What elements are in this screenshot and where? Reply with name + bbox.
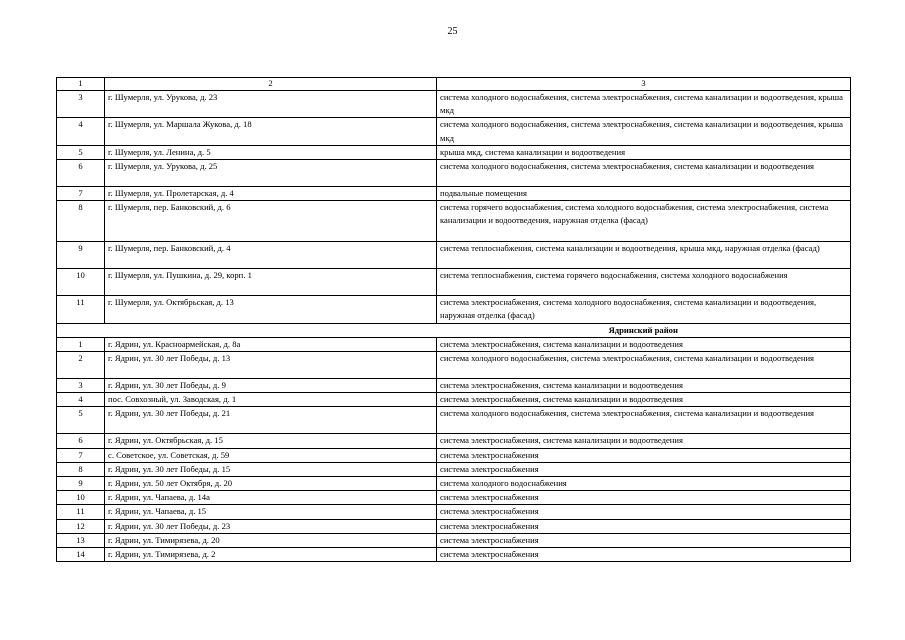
row-works: система холодного водоснабжения, система электроснабжения, система канализации и водоотведения bbox=[437, 352, 851, 379]
header-cell-2: 2 bbox=[105, 78, 437, 91]
row-works: система горячего водоснабжения, система холодного водоснабжения, система электроснабжения, система канализации и водоотведения, наружная отделка (фасад) bbox=[437, 201, 851, 242]
row-address: г. Ядрин, ул. Тимирязева, д. 20 bbox=[105, 533, 437, 547]
row-number: 10 bbox=[57, 269, 105, 296]
section-title: Ядринский район bbox=[437, 323, 851, 337]
row-works: система электроснабжения bbox=[437, 548, 851, 562]
row-address: г. Ядрин, ул. 30 лет Победы, д. 21 bbox=[105, 407, 437, 434]
row-works: система электроснабжения, система канализации и водоотведения bbox=[437, 379, 851, 393]
row-address: г. Ядрин, ул. Чапаева, д. 14а bbox=[105, 491, 437, 505]
table-row bbox=[57, 448, 851, 462]
table-row bbox=[57, 477, 851, 491]
header-cell-3: 3 bbox=[437, 78, 851, 91]
section-empty-cell bbox=[57, 323, 105, 337]
row-number: 5 bbox=[57, 407, 105, 434]
row-number: 11 bbox=[57, 296, 105, 323]
row-works: система электроснабжения bbox=[437, 448, 851, 462]
row-address: г. Шумерля, ул. Ленина, д. 5 bbox=[105, 145, 437, 159]
row-address: г. Ядрин, ул. 30 лет Победы, д. 23 bbox=[105, 519, 437, 533]
row-number: 1 bbox=[57, 337, 105, 351]
table-row bbox=[57, 393, 851, 407]
row-works: система холодного водоснабжения, система электроснабжения, система канализации и водоотведения, крыша мкд bbox=[437, 118, 851, 145]
table-row bbox=[57, 145, 851, 159]
table-row bbox=[57, 201, 851, 242]
table-row bbox=[57, 118, 851, 145]
row-works: система электроснабжения bbox=[437, 462, 851, 476]
row-number: 5 bbox=[57, 145, 105, 159]
row-address: г. Ядрин, ул. 30 лет Победы, д. 13 bbox=[105, 352, 437, 379]
table-row bbox=[57, 533, 851, 547]
row-address: г. Шумерля, ул. Пушкина, д. 29, корп. 1 bbox=[105, 269, 437, 296]
row-address: г. Ядрин, ул. Чапаева, д. 15 bbox=[105, 505, 437, 519]
row-works: система холодного водоснабжения bbox=[437, 477, 851, 491]
row-works: система электроснабжения, система канализации и водоотведения bbox=[437, 337, 851, 351]
row-works: система теплоснабжения, система канализации и водоотведения, крыша мкд, наружная отделка (фасад) bbox=[437, 242, 851, 269]
table-row bbox=[57, 462, 851, 476]
row-number: 7 bbox=[57, 187, 105, 201]
row-address: г. Шумерля, ул. Урукова, д. 25 bbox=[105, 160, 437, 187]
row-number: 4 bbox=[57, 393, 105, 407]
section-row bbox=[57, 323, 851, 337]
row-address: г. Шумерля, пер. Банковский, д. 6 bbox=[105, 201, 437, 242]
row-works: система холодного водоснабжения, система электроснабжения, система канализации и водоотведения, крыша мкд bbox=[437, 91, 851, 118]
row-number: 6 bbox=[57, 434, 105, 448]
table-row bbox=[57, 505, 851, 519]
table-row bbox=[57, 407, 851, 434]
row-number: 7 bbox=[57, 448, 105, 462]
row-works: крыша мкд, система канализации и водоотведения bbox=[437, 145, 851, 159]
row-number: 12 bbox=[57, 519, 105, 533]
table-row bbox=[57, 296, 851, 323]
table-row bbox=[57, 434, 851, 448]
table-row bbox=[57, 548, 851, 562]
row-number: 8 bbox=[57, 201, 105, 242]
row-works: система электроснабжения, система холодного водоснабжения, система канализации и водоотведения, наружная отделка (фасад) bbox=[437, 296, 851, 323]
header-cell-1: 1 bbox=[57, 78, 105, 91]
row-address: с. Советское, ул. Советская, д. 59 bbox=[105, 448, 437, 462]
row-number: 9 bbox=[57, 242, 105, 269]
row-address: г. Шумерля, ул. Урукова, д. 23 bbox=[105, 91, 437, 118]
row-number: 10 bbox=[57, 491, 105, 505]
row-number: 11 bbox=[57, 505, 105, 519]
page-number: 25 bbox=[447, 26, 458, 37]
row-works: система электроснабжения bbox=[437, 519, 851, 533]
row-address: г. Ядрин, ул. Октябрьская, д. 15 bbox=[105, 434, 437, 448]
row-works: система электроснабжения bbox=[437, 533, 851, 547]
row-number: 13 bbox=[57, 533, 105, 547]
row-address: пос. Совхозный, ул. Заводская, д. 1 bbox=[105, 393, 437, 407]
row-number: 8 bbox=[57, 462, 105, 476]
row-address: г. Ядрин, ул. Красноармейская, д. 8а bbox=[105, 337, 437, 351]
table-row bbox=[57, 187, 851, 201]
row-number: 2 bbox=[57, 352, 105, 379]
table-row bbox=[57, 352, 851, 379]
table-row bbox=[57, 519, 851, 533]
row-works: система холодного водоснабжения, система электроснабжения, система канализации и водоотведения bbox=[437, 160, 851, 187]
table-header-row bbox=[57, 78, 851, 91]
row-number: 9 bbox=[57, 477, 105, 491]
row-address: г. Ядрин, ул. 30 лет Победы, д. 15 bbox=[105, 462, 437, 476]
row-address: г. Ядрин, ул. 50 лет Октября, д. 20 bbox=[105, 477, 437, 491]
row-number: 14 bbox=[57, 548, 105, 562]
row-works: система электроснабжения, система канализации и водоотведения bbox=[437, 434, 851, 448]
row-works: система холодного водоснабжения, система электроснабжения, система канализации и водоотведения bbox=[437, 407, 851, 434]
table-row bbox=[57, 269, 851, 296]
table-row bbox=[57, 160, 851, 187]
row-works: подвальные помещения bbox=[437, 187, 851, 201]
section-empty-cell bbox=[105, 323, 437, 337]
row-works: система теплоснабжения, система горячего водоснабжения, система холодного водоснабжения bbox=[437, 269, 851, 296]
table-row bbox=[57, 242, 851, 269]
row-number: 3 bbox=[57, 379, 105, 393]
row-number: 4 bbox=[57, 118, 105, 145]
row-address: г. Шумерля, ул. Октябрьская, д. 13 bbox=[105, 296, 437, 323]
row-address: г. Шумерля, ул. Маршала Жукова, д. 18 bbox=[105, 118, 437, 145]
row-works: система электроснабжения bbox=[437, 491, 851, 505]
row-address: г. Ядрин, ул. Тимирязева, д. 2 bbox=[105, 548, 437, 562]
row-address: г. Шумерля, ул. Пролетарская, д. 4 bbox=[105, 187, 437, 201]
table-row bbox=[57, 379, 851, 393]
row-address: г. Шумерля, пер. Банковский, д. 4 bbox=[105, 242, 437, 269]
table-row bbox=[57, 337, 851, 351]
works-table bbox=[56, 77, 851, 562]
row-works: система электроснабжения bbox=[437, 505, 851, 519]
row-number: 6 bbox=[57, 160, 105, 187]
row-number: 3 bbox=[57, 91, 105, 118]
row-address: г. Ядрин, ул. 30 лет Победы, д. 9 bbox=[105, 379, 437, 393]
table-row bbox=[57, 491, 851, 505]
table-row bbox=[57, 91, 851, 118]
row-works: система электроснабжения, система канализации и водоотведения bbox=[437, 393, 851, 407]
